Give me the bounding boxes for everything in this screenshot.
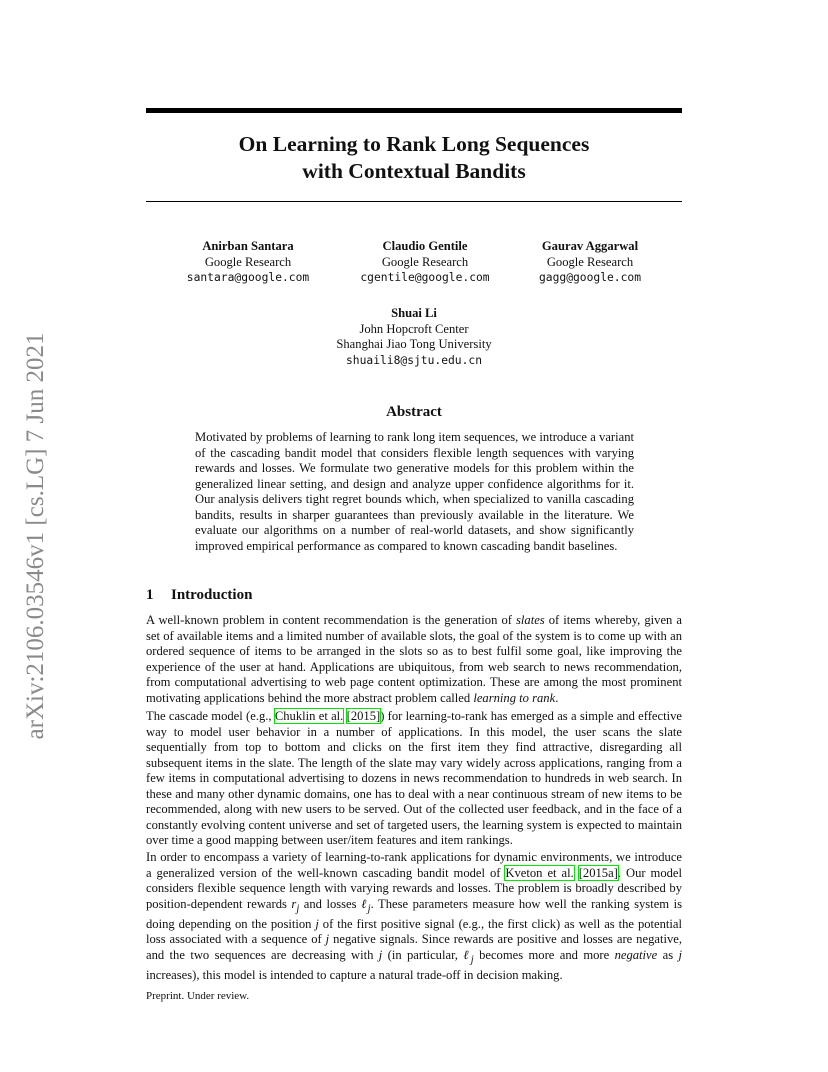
math-symbol: j — [315, 916, 319, 931]
citation-link[interactable]: [2015] — [346, 709, 381, 723]
intro-paragraph-2 — [146, 709, 682, 849]
math-symbol: r — [291, 896, 297, 911]
author-block — [314, 306, 514, 368]
emphasis: negative — [614, 947, 658, 962]
author-name: Anirban Santara — [202, 239, 294, 253]
title-top-rule — [146, 108, 682, 113]
author-email: gagg@google.com — [538, 271, 642, 284]
author-affiliation: John Hopcroft Center — [359, 321, 469, 336]
footer-note: Preprint. Under review. — [146, 990, 250, 1002]
text-run: The cascade model (e.g., — [146, 709, 275, 723]
author-affiliation: Google Research — [204, 254, 292, 269]
text-run: of the first positive signal (e.g., the first click) as well as the potential loss associated with a sequence of — [146, 916, 683, 947]
author-email: santara@google.com — [186, 271, 310, 284]
math-symbol: ℓ — [361, 896, 368, 911]
intro-paragraph-3 — [146, 850, 682, 983]
text-run: increases), this model is intended to capture a natural trade-off in decision making. — [146, 967, 563, 982]
text-run: A well-known problem in content recommendation is the generation of — [146, 613, 516, 627]
section-heading — [146, 587, 252, 604]
section-title: Introduction — [171, 587, 253, 603]
author-name: Claudio Gentile — [382, 239, 468, 253]
author-name: Shuai Li — [391, 306, 437, 320]
title-line-2: with Contextual Bandits — [302, 159, 526, 183]
math-subscript: j — [296, 903, 300, 915]
citation-link[interactable]: Chuklin et al. — [274, 709, 344, 723]
title-line-1: On Learning to Rank Long Sequences — [238, 132, 590, 156]
author-affiliation: Google Research — [381, 254, 469, 269]
text-run: and losses — [299, 896, 362, 911]
intro-paragraph-1 — [146, 613, 682, 706]
math-subscript: j — [367, 903, 371, 915]
author-email: cgentile@google.com — [360, 271, 490, 284]
math-symbol: j — [678, 947, 682, 962]
text-run: . These parameters measure how well the ranking system is doing depending on the position — [146, 896, 682, 931]
text-run: of items whereby, given a set of available items and a limited number of available slots, the goal of the system is to come up with an ordered sequence of items to be arranged in the slots so as to best fulfil some goal, like improving the experience of the user at hand. Applications are ubiquitous, from web search to news recommendation, from computational advertising to web page content optimization. These are among the most prominent motivating applications behind the more abstract problem called — [146, 613, 682, 705]
author-email: shuaili8@sjtu.edu.cn — [345, 353, 483, 367]
text-run: . Our model considers flexible sequence length with varying rewards and losses. The problem is broadly described by position-dependent rewards — [146, 865, 683, 911]
text-run: In order to encompass a variety of learning-to-rank applications for dynamic environments, we introduce a generalized version of the well-known cascading bandit model of — [146, 850, 682, 880]
text-run: . — [555, 690, 559, 705]
text-run: negative signals. Since rewards are positive and losses are negative, and the two sequences are decreasing with — [146, 932, 682, 962]
citation-link[interactable]: Kveton et al. — [505, 865, 574, 880]
arxiv-identifier: arXiv:2106.03546v1 [cs.LG] 7 Jun 2021 — [22, 332, 49, 740]
text-run: as — [657, 947, 679, 962]
math-subscript: j — [470, 954, 474, 966]
author-block — [510, 239, 670, 286]
author-block — [168, 239, 328, 286]
emphasis: learning to rank — [473, 690, 556, 705]
emphasis: slates — [516, 613, 545, 627]
text-run: becomes more and more — [473, 947, 615, 962]
math-symbol: j — [378, 947, 383, 962]
math-symbol: j — [325, 932, 330, 947]
section-number: 1 — [146, 587, 154, 603]
author-block — [345, 239, 505, 286]
text-run: ) for learning-to-rank has emerged as a simple and effective way to model user behavior in a number of applications. In this model, the user scans the slate sequentially from top to bottom and clicks on the first item they find attractive, disregarding all subsequent items in the slate. The length of the slate may vary widely across applications, ranging from a few items in computational advertising to dozens in news recommendation to hundreds in web search. In these and many other dynamic domains, one has to deal with a near continuous stream of new items to be recommended, along with new users to be served. Out of the collected user feedback, and in the face of a constantly evolving content universe and set of targeted users, the learning system is expected to maintain over time a good mapping between user/item features and item rankings. — [146, 709, 682, 847]
title-bottom-rule — [146, 201, 682, 202]
citation-link[interactable]: [2015a] — [578, 865, 618, 880]
author-affiliation: Shanghai Jiao Tong University — [336, 337, 492, 351]
abstract-heading: Abstract — [386, 404, 442, 420]
paper-title — [146, 131, 682, 185]
author-affiliation: Google Research — [546, 254, 634, 269]
math-symbol: ℓ — [463, 947, 471, 962]
author-name: Gaurav Aggarwal — [541, 239, 639, 253]
text-run — [574, 866, 579, 880]
abstract-text: Motivated by problems of learning to rank long item sequences, we introduce a variant of the cascading bandit model that considers flexible length sequences with varying rewards and losses. We formulate two generative models for this problem within the generalized linear setting, and design and analyze upper confidence algorithms for it. Our analysis delivers tight regret bounds which, when specialized to vanilla cascading bandits, results in sharper guarantees than previously available in the literature. We evaluate our algorithms on a number of real-world datasets, and show significantly improved empirical performance as compared to known cascading bandit baselines. — [195, 430, 634, 553]
text-run: (in particular, — [382, 947, 464, 962]
